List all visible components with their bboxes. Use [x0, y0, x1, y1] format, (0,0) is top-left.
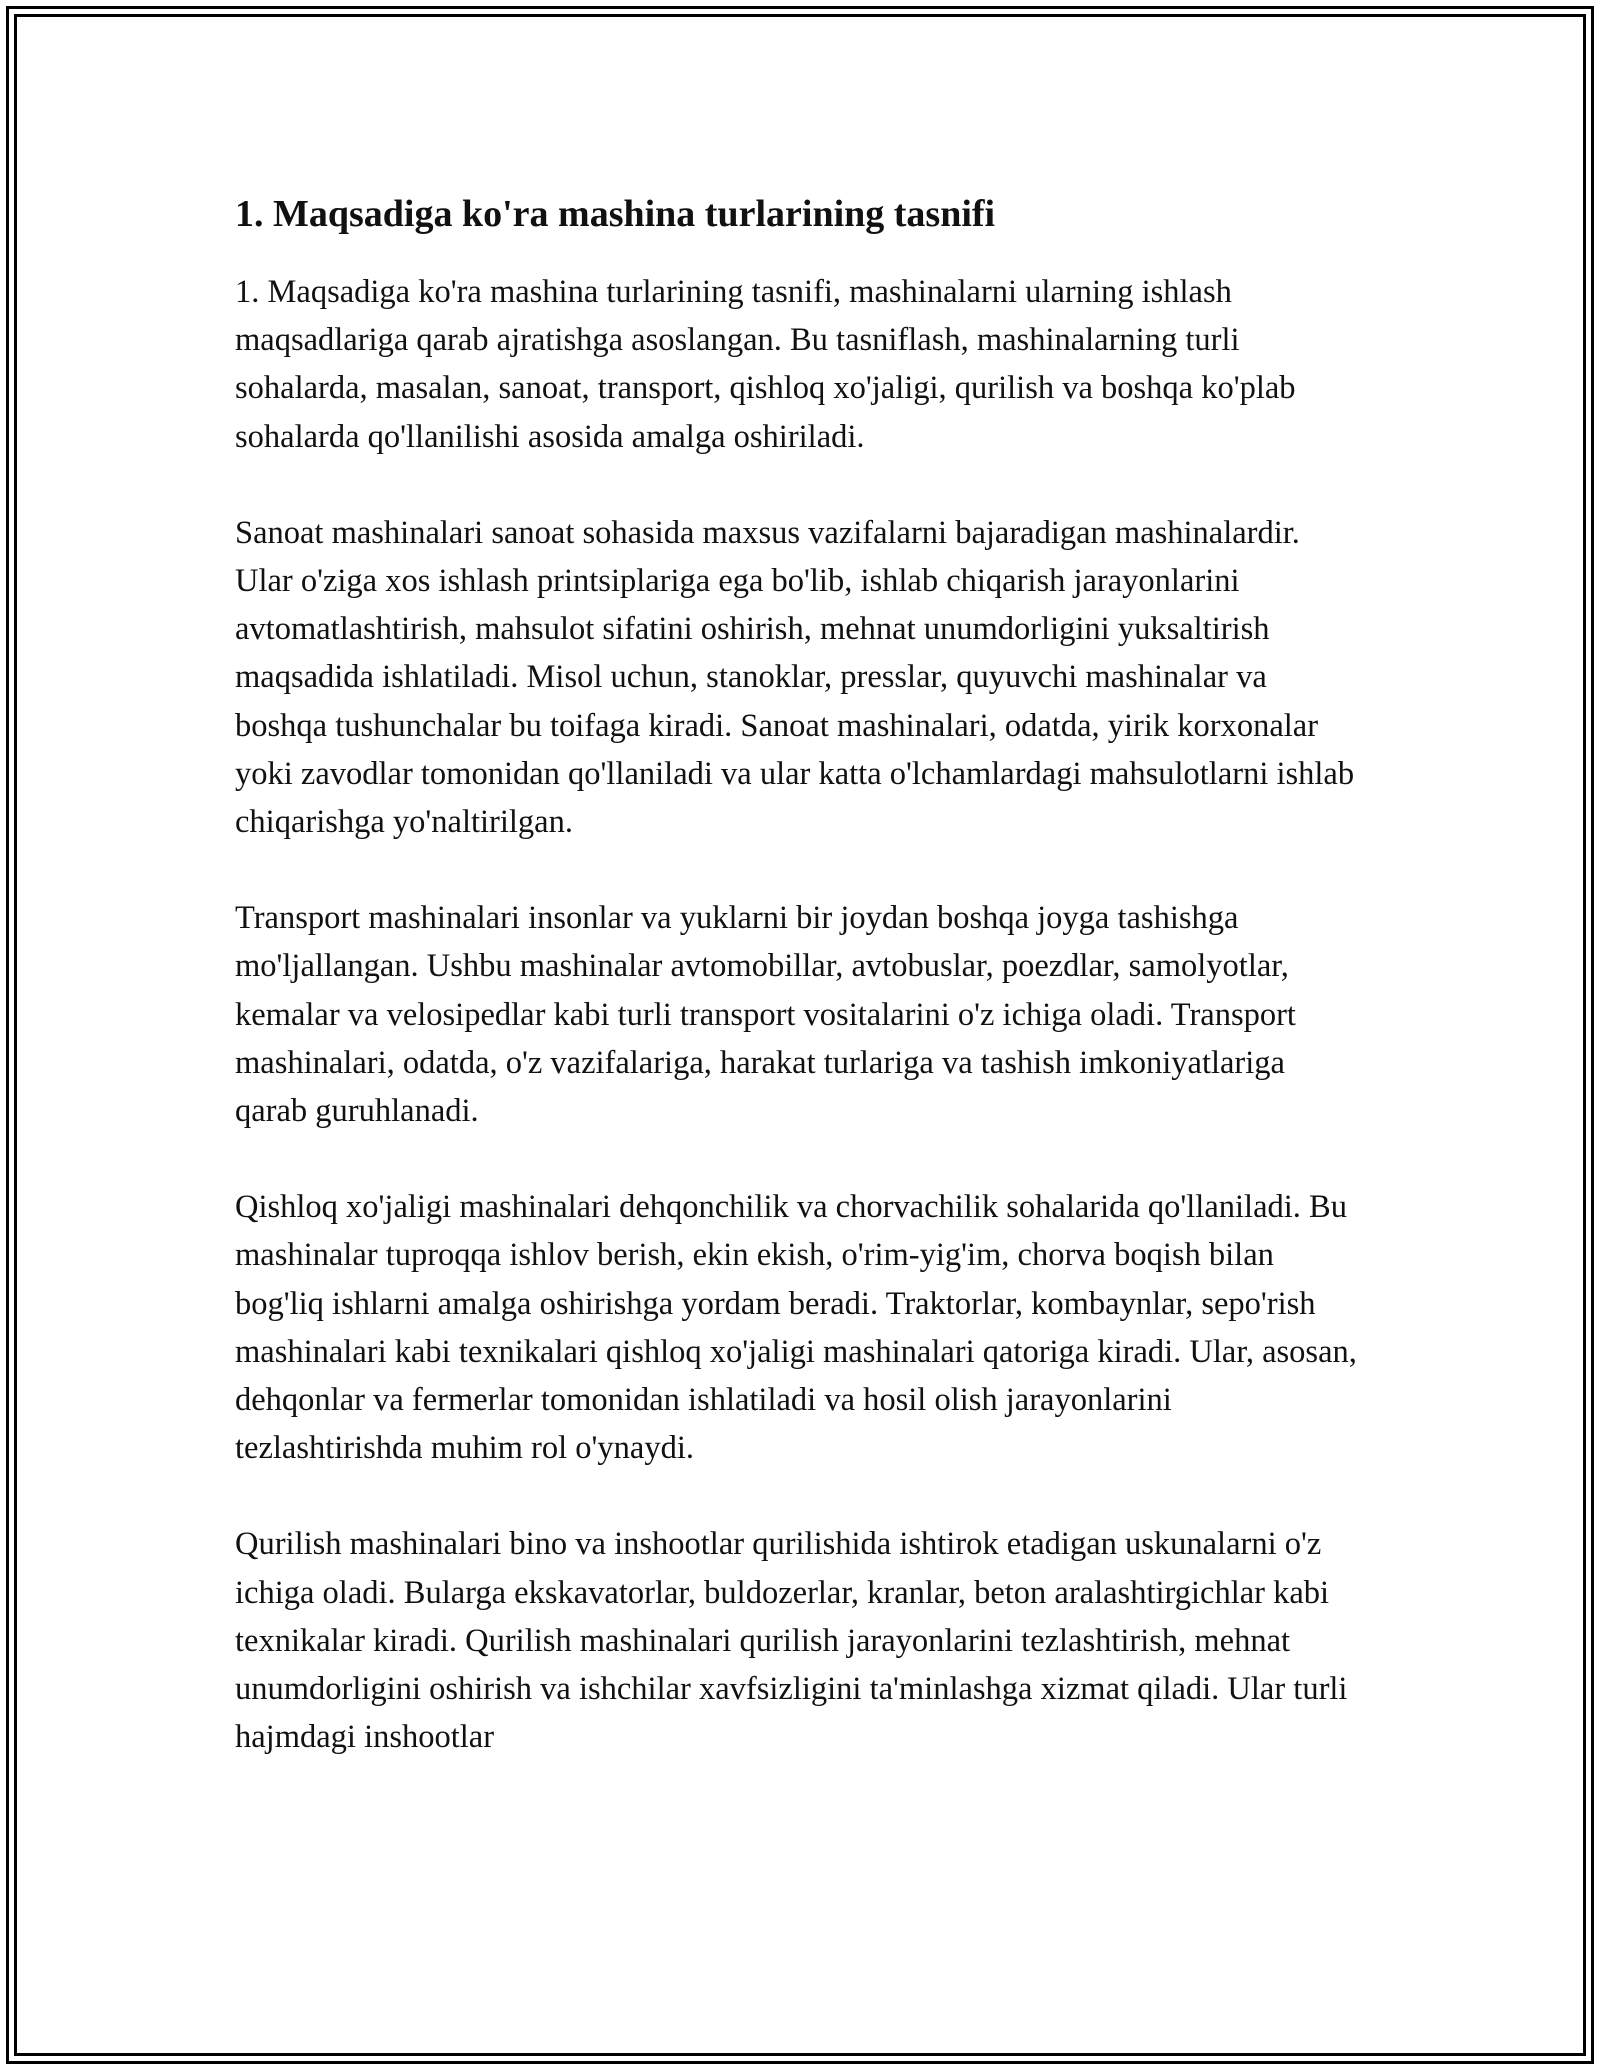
document-body	[235, 186, 1365, 1809]
paragraph-intro: 1. Maqsadiga ko'ra mashina turlarining tasnifi, mashinalarni ularning ishlash maqsadlariga qarab ajratishga asoslangan. Bu tasniflash, mashinalarning turli sohalarda, masalan, sanoat, transport, qishloq xo'jaligi, qurilish va boshqa ko'plab sohalarda qo'llanilishi asosida amalga oshiriladi.	[235, 274, 1296, 455]
paragraph-industrial-machines: Sanoat mashinalari sanoat sohasida maxsus vazifalarni bajaradigan mashinalardir. Ular o'ziga xos ishlash printsiplariga ega bo'lib, ishlab chiqarish jarayonlarini avtomatlashtirish, mahsulot sifatini oshirish, mehnat unumdorligini yuksaltirish maqsadida ishlatiladi. Misol uchun, stanoklar, presslar, quyuvchi mashinalar va boshqa tushunchalar bu toifaga kiradi. Sanoat mashinalari, odatda, yirik korxonalar yoki zavodlar tomonidan qo'llaniladi va ular katta o'lchamlardagi mahsulotlarni ishlab chiqarishga yo'naltirilgan.	[235, 514, 1355, 841]
section-heading: 1. Maqsadiga ko'ra mashina turlarining tasnifi	[235, 193, 996, 235]
paragraph-construction-machines: Qurilish mashinalari bino va inshootlar qurilishida ishtirok etadigan uskunalarni o'z ichiga oladi. Bularga ekskavatorlar, buldozerlar, kranlar, beton aralashtirgichlar kabi texnikalar kiradi. Qurilish mashinalari qurilish jarayonlarini tezlashtirish, mehnat unumdorligini oshirish va ishchilar xavfsizligini ta'minlashga xizmat qiladi. Ular turli hajmdagi inshootlar	[235, 1526, 1348, 1756]
paragraph-agricultural-machines: Qishloq xo'jaligi mashinalari dehqonchilik va chorvachilik sohalarida qo'llaniladi. Bu mashinalar tuproqqa ishlov berish, ekin ekish, o'rim-yig'im, chorva boqish bilan bog'liq ishlarni amalga oshirishga yordam beradi. Traktorlar, kombaynlar, sepo'rish mashinalari kabi texnikalari qishloq xo'jaligi mashinalari qatoriga kiradi. Ular, asosan, dehqonlar va fermerlar tomonidan ishlatiladi va hosil olish jarayonlarini tezlashtirishda muhim rol o'ynaydi.	[235, 1189, 1357, 1467]
paragraph-transport-machines: Transport mashinalari insonlar va yuklarni bir joydan boshqa joyga tashishga mo'ljallangan. Ushbu mashinalar avtomobillar, avtobuslar, poezdlar, samolyotlar, kemalar va velosipedlar kabi turli transport vositalarini o'z ichiga oladi. Transport mashinalari, odatda, o'z vazifalariga, harakat turlariga va tashish imkoniyatlariga qarab guruhlanadi.	[235, 900, 1296, 1130]
